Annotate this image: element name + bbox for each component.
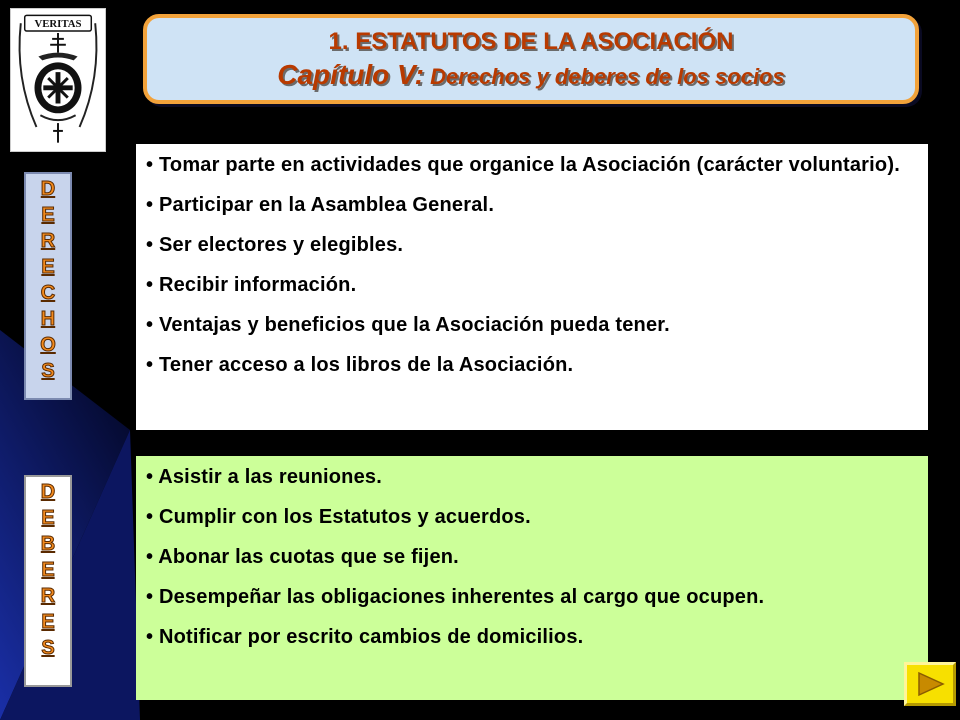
label-letter: H: [40, 308, 56, 330]
list-item: • Asistir a las reuniones.: [146, 464, 920, 491]
deberes-vertical-label: [24, 475, 72, 687]
list-item: • Abonar las cuotas que se fijen.: [146, 544, 920, 571]
label-letter: O: [40, 334, 56, 356]
list-item: • Tener acceso a los libros de la Asociación.: [146, 352, 920, 379]
chapter-label: Capítulo V:: [277, 59, 424, 90]
derechos-list: [136, 144, 928, 430]
label-letter: C: [40, 282, 56, 304]
label-letter: S: [41, 360, 55, 382]
label-letter: E: [41, 611, 55, 633]
label-letter: S: [41, 637, 55, 659]
list-item: • Participar en la Asamblea General.: [146, 192, 920, 219]
svg-text:VERITAS: VERITAS: [34, 18, 82, 31]
label-letter: B: [40, 533, 56, 555]
derechos-vertical-label: [24, 172, 72, 400]
title-heading: 1. ESTATUTOS DE LA ASOCIACIÓN: [328, 28, 734, 55]
list-item: • Cumplir con los Estatutos y acuerdos.: [146, 504, 920, 531]
label-letter: D: [40, 178, 56, 200]
label-letter: E: [41, 204, 55, 226]
chapter-title: Derechos y deberes de los socios: [430, 64, 785, 89]
list-item: • Recibir información.: [146, 272, 920, 299]
list-item: • Notificar por escrito cambios de domicilios.: [146, 624, 920, 651]
label-letter: D: [40, 481, 56, 503]
next-slide-button[interactable]: [904, 662, 956, 706]
label-letter: R: [40, 230, 56, 252]
list-item: • Ser electores y elegibles.: [146, 232, 920, 259]
veritas-logo: [10, 8, 106, 152]
play-arrow-icon: [915, 671, 945, 697]
label-letter: E: [41, 256, 55, 278]
label-letter: E: [41, 507, 55, 529]
list-item: • Desempeñar las obligaciones inherentes al cargo que ocupen.: [146, 584, 920, 611]
title-banner: [143, 14, 919, 104]
title-subheading: [147, 59, 915, 91]
label-letter: R: [40, 585, 56, 607]
list-item: • Ventajas y beneficios que la Asociación pueda tener.: [146, 312, 920, 339]
label-letter: E: [41, 559, 55, 581]
deberes-list: [136, 456, 928, 700]
list-item: • Tomar parte en actividades que organice la Asociación (carácter voluntario).: [146, 152, 920, 179]
